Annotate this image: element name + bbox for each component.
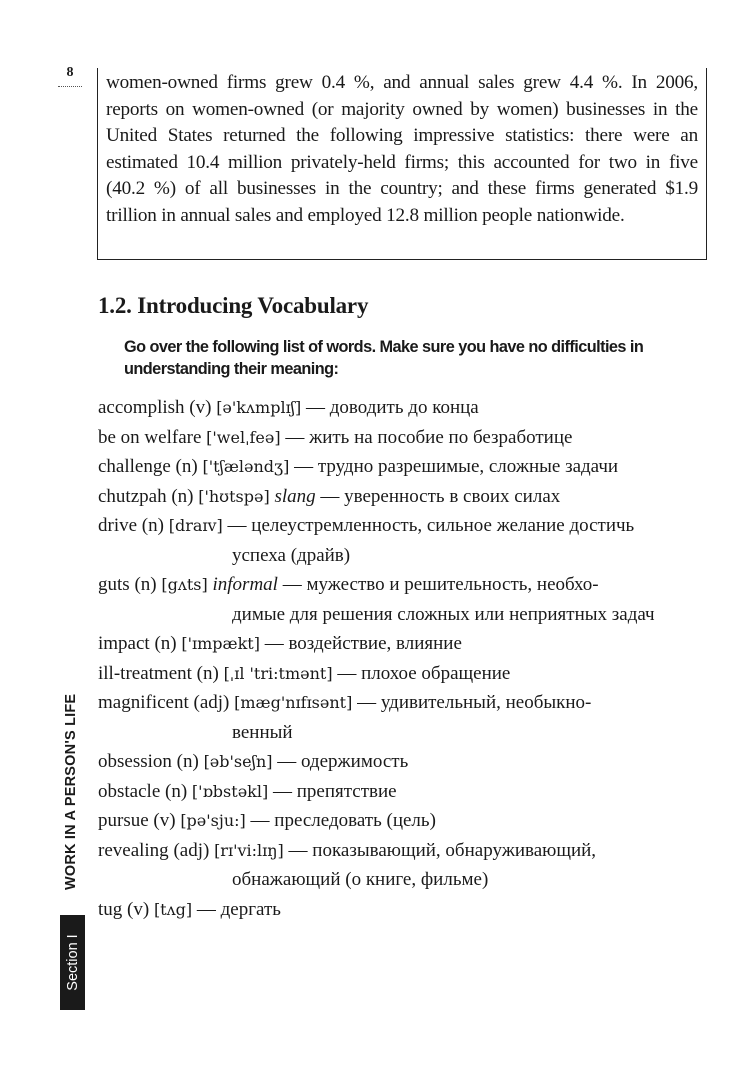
vocab-pos: (n): [175, 456, 198, 477]
section-tab-label: Section I: [65, 934, 81, 991]
vocab-translation-continued: димые для решения сложных или неприятных задач: [232, 603, 655, 625]
vocab-pos: (v): [189, 397, 212, 418]
vocab-word: magnificent: [98, 692, 189, 713]
vocab-register-note: informal: [212, 574, 278, 595]
vocab-translation: — показывающий, обнаруживающий,: [288, 839, 597, 861]
vocab-pos: (adj): [173, 839, 210, 861]
vocab-pos: (n): [196, 662, 219, 684]
vocab-translation: — удивительный, необыкно-: [357, 692, 592, 713]
vocab-ipa: [ˌɪl 'tri:tmənt]: [223, 663, 333, 683]
vocab-translation: — доводить до конца: [306, 397, 479, 418]
vocab-translation: — одержимость: [277, 751, 409, 772]
vocab-word: be on welfare: [98, 426, 202, 448]
vocab-ipa: [əb'seʃn]: [203, 752, 273, 771]
section-heading: 1.2. Introducing Vocabulary: [98, 293, 369, 318]
vocab-pos: (n): [176, 751, 199, 772]
vocab-translation: — уверенность в своих силах: [320, 485, 561, 507]
vocab-word: accomplish: [98, 397, 185, 418]
vocab-pos: (n): [171, 485, 194, 507]
vocab-translation: — трудно разрешимые, сложные задачи: [294, 456, 619, 477]
vocab-ipa: [tʌg]: [153, 899, 193, 919]
section-running-title: WORK IN A PERSON'S LIFE: [63, 693, 79, 890]
vocab-entry-obstacle: [98, 777, 708, 807]
page-number: 8: [66, 65, 74, 80]
vocab-translation-continued: успеха (драйв): [232, 544, 351, 566]
vocab-word: tug: [98, 898, 123, 920]
vocab-entry-accomplish: [98, 393, 708, 423]
vocab-translation: — преследовать (цель): [250, 810, 436, 831]
vocab-entry-magnificent: [98, 688, 708, 747]
vocab-translation: — дергать: [196, 898, 281, 920]
vocab-ipa: [rɪ'vi:lɪŋ]: [214, 840, 284, 860]
vocab-entry-tug: [98, 895, 708, 925]
vocab-entry-be-on-welfare: [98, 423, 708, 453]
vocab-word: pursue: [98, 810, 149, 831]
vocab-ipa: [ə'kʌmplɪʃ]: [216, 398, 302, 417]
vocab-ipa: ['welˌfeə]: [206, 427, 281, 447]
section-tab: [60, 915, 85, 1010]
vocab-ipa: ['hʊtspə]: [198, 486, 270, 506]
vocab-translation-continued: обнажающий (о книге, фильме): [232, 869, 489, 890]
vocab-entry-guts: [98, 570, 708, 629]
vocab-word: drive: [98, 515, 138, 536]
instructions: Go over the following list of words. Make sure you have no difficulties in understanding their meaning:: [124, 338, 644, 378]
vocab-pos: (v): [127, 898, 150, 920]
vocab-word: obsession: [98, 751, 172, 772]
vocab-ipa: ['ɒbstəkl]: [191, 781, 269, 801]
vocab-word: ill-treatment: [98, 662, 192, 684]
vocab-pos: (v): [153, 810, 176, 831]
vocab-entry-drive: [98, 511, 708, 570]
vocab-ipa: [pə'sju:]: [180, 811, 246, 830]
vocab-translation-continued: венный: [232, 721, 293, 743]
vocab-entry-obsession: [98, 747, 708, 777]
vocab-word: revealing: [98, 839, 169, 861]
vocab-word: guts: [98, 574, 130, 595]
vocab-register-note: slang: [274, 485, 316, 507]
vocab-word: chutzpah: [98, 485, 167, 507]
vocab-entry-revealing: [98, 836, 708, 895]
vocab-translation: — жить на пособие по безработице: [285, 426, 573, 448]
vocab-translation: — воздействие, влияние: [264, 633, 462, 654]
statistics-text: women-owned firms grew 0.4 %, and annual sales grew 4.4 %. In 2006, reports on women-owned (or majority owned by women) businesses in the United States returned the following impressive statistics: there were an estimated 10.4 million privately-held firms; this accounted for two in five (40.2 %) of all businesses in the country; and these firms generated $1.9 trillion in annual sales and employed 12.8 million people nationwide.: [106, 72, 698, 226]
vocab-entry-pursue: [98, 806, 708, 836]
page-number-rule: [58, 86, 82, 87]
vocab-entry-challenge: [98, 452, 708, 482]
vocab-entry-ill-treatment: [98, 659, 708, 689]
vocab-pos: (n): [154, 633, 177, 654]
vocab-word: challenge: [98, 456, 171, 477]
statistics-box: [97, 68, 707, 260]
vocabulary-list: [98, 393, 708, 924]
vocab-pos: (n): [165, 780, 188, 802]
vocab-word: obstacle: [98, 780, 161, 802]
vocab-translation: — плохое обращение: [337, 662, 511, 684]
vocab-translation: — препятствие: [272, 780, 397, 802]
vocab-pos: (n): [141, 515, 164, 536]
vocab-entry-impact: [98, 629, 708, 659]
vocab-translation: — мужество и решительность, необхо-: [282, 574, 599, 595]
vocab-ipa: ['tʃæləndʒ]: [202, 457, 290, 476]
vocab-ipa: ['ɪmpækt]: [181, 634, 260, 653]
vocab-translation: — целеустремленность, сильное желание достичь: [227, 515, 635, 536]
vocab-pos: (adj): [193, 692, 230, 713]
vocab-ipa: [mæg'nɪfɪsənt]: [234, 693, 353, 712]
vocab-word: impact: [98, 633, 150, 654]
vocab-ipa: [draɪv]: [168, 516, 223, 535]
vocab-entry-chutzpah: [98, 482, 708, 512]
vocab-pos: (n): [134, 574, 157, 595]
vocab-ipa: [gʌts]: [161, 575, 208, 594]
